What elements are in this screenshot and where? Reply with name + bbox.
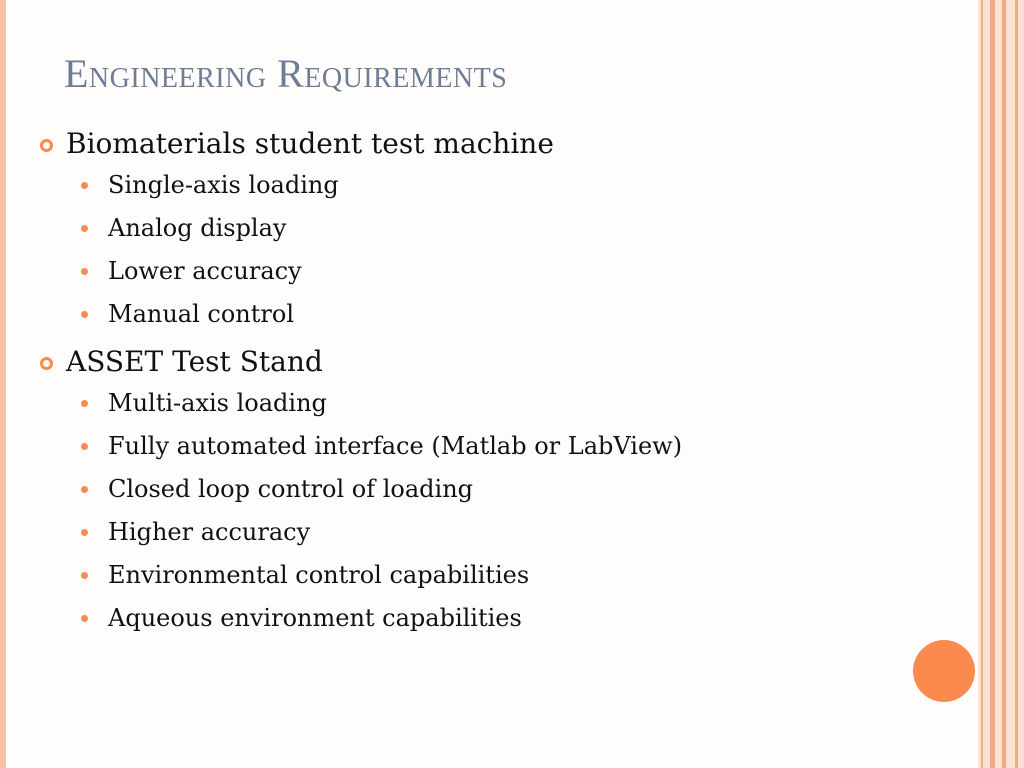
- dot-bullet-icon: [81, 400, 88, 407]
- list-item: [36, 511, 936, 554]
- list-item: [36, 468, 936, 511]
- slide-title: Engineering Requirements: [64, 51, 508, 96]
- sub-bullet-list: [36, 164, 936, 336]
- border-stripe: [981, 0, 983, 768]
- list-item: [36, 425, 936, 468]
- list-item: [36, 382, 936, 425]
- sub-bullet-list: [36, 382, 936, 640]
- list-item-text: Environmental control capabilities: [108, 561, 530, 589]
- dot-bullet-icon: [81, 311, 88, 318]
- list-item-text: Multi-axis loading: [108, 389, 327, 417]
- slide-content: [36, 124, 936, 640]
- list-item: [36, 293, 936, 336]
- dot-bullet-icon: [81, 486, 88, 493]
- left-edge-bar: [0, 0, 6, 768]
- list-item: [36, 597, 936, 640]
- list-item-text: Manual control: [108, 300, 294, 328]
- list-item: [36, 250, 936, 293]
- list-item: [36, 207, 936, 250]
- list-item-text: Aqueous environment capabilities: [108, 604, 522, 632]
- dot-bullet-icon: [81, 615, 88, 622]
- list-item-text: Fully automated interface (Matlab or LabView): [108, 432, 683, 460]
- dot-bullet-icon: [81, 182, 88, 189]
- border-stripe: [1002, 0, 1006, 768]
- dot-bullet-icon: [81, 572, 88, 579]
- list-item-text: Closed loop control of loading: [108, 475, 474, 503]
- list-item: [36, 554, 936, 597]
- dot-bullet-icon: [81, 443, 88, 450]
- ring-bullet-icon: [40, 139, 53, 152]
- dot-bullet-icon: [81, 225, 88, 232]
- section-heading: ASSET Test Stand: [66, 345, 323, 378]
- border-stripe: [990, 0, 995, 768]
- bullet-section-biomaterials: [36, 124, 936, 164]
- bullet-section-asset: [36, 342, 936, 382]
- ring-bullet-icon: [40, 357, 53, 370]
- list-item-text: Analog display: [108, 214, 287, 242]
- dot-bullet-icon: [81, 529, 88, 536]
- border-stripe: [1015, 0, 1018, 768]
- list-item-text: Single-axis loading: [108, 171, 339, 199]
- list-item-text: Higher accuracy: [108, 518, 311, 546]
- section-heading: Biomaterials student test machine: [66, 127, 554, 160]
- list-item: [36, 164, 936, 207]
- list-item-text: Lower accuracy: [108, 257, 302, 285]
- decorative-orange-circle: [913, 640, 975, 702]
- dot-bullet-icon: [81, 268, 88, 275]
